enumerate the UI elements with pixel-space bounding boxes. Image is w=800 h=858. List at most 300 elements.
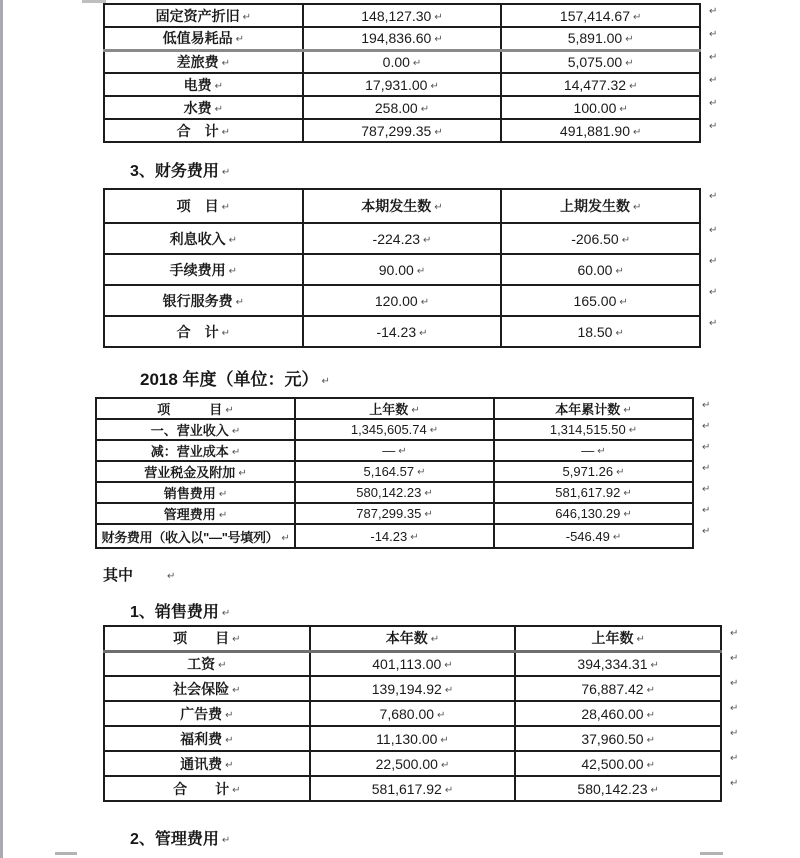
end-of-cell-mark: ↵ <box>646 734 655 746</box>
end-of-cell-mark: ↵ <box>232 684 241 696</box>
end-of-cell-mark: ↵ <box>218 659 227 671</box>
end-of-cell-mark: ↵ <box>646 709 655 721</box>
end-of-row-mark: ↵ <box>709 121 718 132</box>
end-of-cell-mark: ↵ <box>218 489 228 500</box>
table-cell[interactable] <box>104 223 303 254</box>
cell-text: 14,477.32 <box>563 76 627 93</box>
table-cell[interactable] <box>310 701 516 726</box>
end-of-cell-mark: ↵ <box>231 426 241 437</box>
table-cell[interactable] <box>104 96 303 119</box>
end-of-cell-mark: ↵ <box>434 202 443 213</box>
end-of-cell-mark: ↵ <box>623 488 632 499</box>
table-cell[interactable] <box>303 73 502 96</box>
table-cell[interactable] <box>96 461 295 482</box>
end-of-cell-mark: ↵ <box>221 126 231 138</box>
table-row <box>104 726 721 751</box>
cell-text: — <box>382 443 396 458</box>
end-of-cell-mark: ↵ <box>225 709 234 721</box>
cell-text: 157,414.67 <box>559 7 630 24</box>
table-cell[interactable] <box>104 726 310 751</box>
header-cell[interactable] <box>501 189 700 223</box>
cell-text: 60.00 <box>577 261 613 278</box>
end-of-cell-mark: ↵ <box>398 446 407 457</box>
table-row <box>96 503 693 524</box>
table-cell[interactable] <box>303 119 502 142</box>
end-of-row-mark: ↵ <box>709 287 718 298</box>
cell-text: 电费 <box>183 76 212 93</box>
header-cell[interactable] <box>494 398 693 419</box>
end-of-row-mark: ↵ <box>730 753 739 764</box>
table-cell[interactable] <box>494 440 693 461</box>
cell-text: 11,130.00 <box>376 730 438 747</box>
end-of-cell-mark: ↵ <box>625 57 634 69</box>
table-cell[interactable] <box>501 285 700 316</box>
table-cell[interactable] <box>494 524 693 548</box>
cell-text: 手续费用 <box>169 261 226 278</box>
end-of-cell-mark: ↵ <box>612 531 622 543</box>
table-cell[interactable] <box>295 440 494 461</box>
end-of-cell-mark: ↵ <box>424 509 433 520</box>
cell-text: 5,971.26 <box>562 464 614 479</box>
end-of-cell-mark: ↵ <box>636 634 645 646</box>
row-end-marks <box>701 3 721 143</box>
row-end-marks <box>701 188 721 348</box>
cell-text: -14.23 <box>376 323 417 340</box>
cell-text: -206.50 <box>571 230 619 247</box>
year-2018-heading[interactable]: 2018 年度（单位：元） ↵ <box>140 370 330 389</box>
cell-text: 100.00 <box>573 99 617 116</box>
cell-text: 低值易耗品 <box>162 30 233 47</box>
table-cell[interactable] <box>295 461 494 482</box>
table-row <box>104 50 700 73</box>
end-of-row-mark: ↵ <box>709 6 718 17</box>
end-of-row-mark: ↵ <box>709 29 718 40</box>
cell-text: -546.49 <box>565 528 610 544</box>
end-of-row-mark: ↵ <box>702 421 711 432</box>
cell-text: 上年数 <box>591 630 634 647</box>
cell-text: 财务费用（收入以"—"号填列） <box>101 529 279 545</box>
end-of-row-mark: ↵ <box>702 526 711 537</box>
end-of-row-mark: ↵ <box>702 484 711 495</box>
end-of-cell-mark: ↵ <box>444 784 454 796</box>
table-header-row <box>104 626 721 651</box>
cell-text: 固定资产折旧 <box>155 7 240 24</box>
row-end-marks <box>722 625 742 802</box>
finance-expense-heading[interactable]: 3、财务费用 ↵ <box>130 163 231 180</box>
cell-text: 销售费用 <box>163 486 216 501</box>
end-of-cell-mark: ↵ <box>420 103 430 115</box>
table-row <box>104 776 721 801</box>
end-of-cell-mark: ↵ <box>616 467 625 478</box>
end-of-cell-mark: ↵ <box>619 103 628 115</box>
cell-text: 491,881.90 <box>559 122 630 139</box>
cell-text: 787,299.35 <box>356 506 422 521</box>
page-left-edge <box>0 0 3 858</box>
end-of-cell-mark: ↵ <box>214 103 224 115</box>
end-of-cell-mark: ↵ <box>242 11 252 23</box>
table-cell[interactable] <box>303 316 502 347</box>
table-cell[interactable] <box>303 254 502 285</box>
table-row <box>104 254 700 285</box>
paragraph-mark: ↵ <box>221 608 231 619</box>
cell-text: 76,887.42 <box>581 680 644 697</box>
cell-text: 148,127.30 <box>361 7 432 24</box>
end-of-cell-mark: ↵ <box>646 684 655 696</box>
end-of-cell-mark: ↵ <box>416 265 426 277</box>
table-row <box>96 461 693 482</box>
table-row <box>96 524 693 548</box>
paragraph-mark: ↵ <box>321 376 330 387</box>
table-cell[interactable] <box>310 676 516 701</box>
table-cell[interactable] <box>96 482 295 503</box>
cell-text: 42,500.00 <box>581 755 644 772</box>
table-cell[interactable] <box>303 96 502 119</box>
cell-text: 139,194.92 <box>371 680 442 697</box>
end-of-cell-mark: ↵ <box>238 468 247 479</box>
end-of-cell-mark: ↵ <box>615 327 624 339</box>
end-of-cell-mark: ↵ <box>417 467 426 478</box>
cell-text: 合 计 <box>173 780 230 797</box>
table-cell[interactable] <box>310 751 516 776</box>
cell-text: 项 目 <box>173 630 230 647</box>
table-cell[interactable] <box>310 726 516 751</box>
end-of-cell-mark: ↵ <box>629 80 638 92</box>
table-row <box>104 285 700 316</box>
management-expense-table-wrap <box>103 3 718 143</box>
cell-text: 5,891.00 <box>567 30 623 47</box>
cell-text: 本期发生数 <box>361 198 432 214</box>
end-of-row-mark: ↵ <box>702 442 711 453</box>
table-cell[interactable] <box>303 27 502 50</box>
table-cell[interactable] <box>303 50 502 73</box>
end-of-cell-mark: ↵ <box>646 759 655 771</box>
table-row <box>96 419 693 440</box>
cell-text: 上期发生数 <box>559 198 630 214</box>
end-of-row-mark: ↵ <box>709 318 718 329</box>
table-cell[interactable] <box>104 651 310 676</box>
table-row <box>104 316 700 347</box>
end-of-row-mark: ↵ <box>709 75 718 86</box>
table-row <box>104 676 721 701</box>
cell-text: 22,500.00 <box>375 755 438 772</box>
table-cell[interactable] <box>104 50 303 73</box>
financial-expense-table <box>103 188 701 348</box>
end-of-cell-mark: ↵ <box>430 80 439 92</box>
table-row <box>104 223 700 254</box>
financial-expense-table-wrap <box>103 188 718 348</box>
cell-text: 5,164.57 <box>363 464 415 479</box>
table-cell[interactable] <box>501 223 700 254</box>
table-cell[interactable] <box>295 524 494 548</box>
table-cell[interactable] <box>303 4 502 27</box>
cell-text: 工资 <box>187 655 216 672</box>
end-of-cell-mark: ↵ <box>597 446 606 457</box>
header-cell[interactable] <box>310 626 516 651</box>
cell-text: 7,680.00 <box>379 705 435 722</box>
end-of-row-mark: ↵ <box>702 400 711 411</box>
end-of-cell-mark: ↵ <box>434 34 443 46</box>
end-of-cell-mark: ↵ <box>623 509 632 520</box>
cell-text: 上年数 <box>369 402 409 417</box>
cell-text: -224.23 <box>372 230 421 247</box>
end-of-cell-mark: ↵ <box>429 425 439 436</box>
table-cell[interactable] <box>501 27 700 50</box>
cell-text: 银行服务费 <box>162 292 233 309</box>
header-cell[interactable] <box>104 626 310 651</box>
table-cell[interactable] <box>501 254 700 285</box>
end-of-row-mark: ↵ <box>709 52 718 63</box>
end-of-row-mark: ↵ <box>730 628 739 639</box>
management-expense-table <box>103 3 701 143</box>
end-of-cell-mark: ↵ <box>420 296 430 308</box>
table-cell[interactable] <box>515 651 721 676</box>
end-of-cell-mark: ↵ <box>235 34 245 46</box>
cell-text: 90.00 <box>378 261 414 278</box>
end-of-cell-mark: ↵ <box>424 488 433 499</box>
table-cell[interactable] <box>104 776 310 801</box>
end-of-cell-mark: ↵ <box>232 634 241 646</box>
end-of-cell-mark: ↵ <box>412 57 422 69</box>
cell-text: 401,113.00 <box>372 655 442 672</box>
sales-expense-heading[interactable]: 1、销售费用 ↵ <box>130 604 231 621</box>
table-cell[interactable] <box>96 419 295 440</box>
end-of-row-mark: ↵ <box>702 505 711 516</box>
cell-text: 28,460.00 <box>581 705 644 722</box>
end-of-cell-mark: ↵ <box>228 265 238 277</box>
cell-text: 利息收入 <box>169 230 226 247</box>
table-row <box>104 96 700 119</box>
cell-text: 1,314,515.50 <box>549 422 626 437</box>
table-cell[interactable] <box>104 285 303 316</box>
cell-text: 0.00 <box>382 53 410 70</box>
end-of-row-mark: ↵ <box>730 678 739 689</box>
cell-text: 646,130.29 <box>555 506 621 521</box>
table-header-row <box>96 398 693 419</box>
end-of-cell-mark: ↵ <box>628 425 638 436</box>
end-of-cell-mark: ↵ <box>410 531 419 543</box>
cell-text: 合 计 <box>176 323 219 340</box>
table-cell[interactable] <box>104 676 310 701</box>
cell-text: 本年数 <box>385 630 428 647</box>
table-cell[interactable] <box>494 419 693 440</box>
cell-text: 580,142.23 <box>356 485 422 500</box>
cell-text: 减：营业成本 <box>150 444 229 459</box>
cell-text: 合 计 <box>176 122 219 139</box>
end-of-cell-mark: ↵ <box>214 80 224 92</box>
end-of-cell-mark: ↵ <box>437 709 446 721</box>
end-of-cell-mark: ↵ <box>632 202 642 213</box>
cell-text: 165.00 <box>573 292 617 309</box>
cell-text: 120.00 <box>374 292 418 309</box>
end-of-row-mark: ↵ <box>709 98 718 109</box>
table-cell[interactable] <box>96 503 295 524</box>
cell-text: 福利费 <box>180 730 223 747</box>
end-of-cell-mark: ↵ <box>221 202 231 213</box>
cell-text: 581,617.92 <box>371 780 442 797</box>
next-table-hint-right <box>700 852 723 855</box>
cell-text: 194,836.60 <box>361 30 432 47</box>
income-statement-table <box>95 397 694 549</box>
end-of-cell-mark: ↵ <box>221 57 231 69</box>
cell-text: 通讯费 <box>180 755 223 772</box>
table-row <box>104 751 721 776</box>
table-cell[interactable] <box>104 751 310 776</box>
end-of-row-mark: ↵ <box>702 463 711 474</box>
table-cell[interactable] <box>494 461 693 482</box>
cell-text: -14.23 <box>370 528 408 544</box>
header-cell[interactable] <box>295 398 494 419</box>
paragraph-mark: ↵ <box>221 167 231 178</box>
cell-text: 水费 <box>183 99 212 116</box>
end-of-row-mark: ↵ <box>730 728 739 739</box>
table-cell[interactable] <box>501 50 700 73</box>
header-cell[interactable] <box>104 189 303 223</box>
cell-text: 管理费用 <box>163 507 216 522</box>
table-row <box>104 27 700 50</box>
cell-text: 18.50 <box>577 323 613 340</box>
cell-text: 37,960.50 <box>581 730 644 747</box>
table-row <box>104 73 700 96</box>
table-cell[interactable] <box>494 482 693 503</box>
end-of-cell-mark: ↵ <box>633 11 642 23</box>
end-of-cell-mark: ↵ <box>419 327 428 339</box>
end-of-cell-mark: ↵ <box>619 296 628 308</box>
table-cell[interactable] <box>310 651 516 676</box>
table-cell[interactable] <box>104 254 303 285</box>
table-cell[interactable] <box>501 96 700 119</box>
end-of-cell-mark: ↵ <box>423 234 432 246</box>
table-cell[interactable] <box>310 776 516 801</box>
end-of-cell-mark: ↵ <box>232 784 241 796</box>
cell-text: 本年累计数 <box>555 402 621 417</box>
table-cell[interactable] <box>515 676 721 701</box>
table-row <box>104 701 721 726</box>
header-cell[interactable] <box>96 398 295 419</box>
cell-text: 项 目 <box>157 402 223 417</box>
income-statement-table-wrap <box>95 397 711 549</box>
end-of-cell-mark: ↵ <box>231 447 241 458</box>
table-cell[interactable] <box>104 119 303 142</box>
table-cell[interactable] <box>494 503 693 524</box>
cell-text: 营业税金及附加 <box>144 465 236 480</box>
end-of-cell-mark: ↵ <box>225 759 234 771</box>
cell-text: 差旅费 <box>176 53 219 70</box>
table-row <box>104 119 700 142</box>
table-cell[interactable] <box>501 316 700 347</box>
table-cell[interactable] <box>295 503 494 524</box>
cell-text: 581,617.92 <box>555 485 621 500</box>
table-cell[interactable] <box>303 285 502 316</box>
cell-text: 1,345,605.74 <box>350 422 427 437</box>
end-of-cell-mark: ↵ <box>623 405 632 416</box>
table-cell[interactable] <box>104 316 303 347</box>
header-cell[interactable] <box>303 189 502 223</box>
cell-text: 5,075.00 <box>567 53 623 70</box>
paragraph-mark: ↵ <box>221 835 231 846</box>
table-row <box>96 482 693 503</box>
end-of-cell-mark: ↵ <box>621 234 631 246</box>
table-cell[interactable] <box>515 776 721 801</box>
end-of-cell-mark: ↵ <box>444 684 454 696</box>
sales-expense-table <box>103 625 722 802</box>
table-cell[interactable] <box>501 119 700 142</box>
cell-text: 787,299.35 <box>361 122 432 139</box>
table-cell[interactable] <box>515 701 721 726</box>
cell-text: 17,931.00 <box>365 76 428 93</box>
end-of-cell-mark: ↵ <box>221 327 231 339</box>
cell-text: 社会保险 <box>173 680 230 697</box>
cell-text: — <box>581 443 595 458</box>
end-of-cell-mark: ↵ <box>440 759 450 771</box>
end-of-cell-mark: ↵ <box>228 234 238 246</box>
among-which-heading[interactable]: 其中 ↵ <box>103 567 176 584</box>
end-of-cell-mark: ↵ <box>434 11 443 23</box>
table-cell[interactable] <box>104 27 303 50</box>
table-cell[interactable] <box>104 701 310 726</box>
end-of-cell-mark: ↵ <box>444 659 453 671</box>
table-cell[interactable] <box>515 751 721 776</box>
table-cell[interactable] <box>501 73 700 96</box>
end-of-cell-mark: ↵ <box>633 126 642 138</box>
table-cell[interactable] <box>501 4 700 27</box>
end-of-row-mark: ↵ <box>730 778 739 789</box>
table-cell[interactable] <box>295 419 494 440</box>
end-of-cell-mark: ↵ <box>650 659 659 671</box>
end-of-row-mark: ↵ <box>730 653 739 664</box>
paragraph-mark: ↵ <box>167 571 176 582</box>
end-of-row-mark: ↵ <box>709 191 718 202</box>
end-of-row-mark: ↵ <box>709 225 718 236</box>
table-row <box>104 4 700 27</box>
end-of-cell-mark: ↵ <box>411 405 420 416</box>
end-of-cell-mark: ↵ <box>225 405 234 416</box>
next-table-hint-left <box>55 852 77 855</box>
table-cell[interactable] <box>96 440 295 461</box>
end-of-cell-mark: ↵ <box>625 34 634 46</box>
end-of-row-mark: ↵ <box>709 256 718 267</box>
end-of-cell-mark: ↵ <box>615 265 624 277</box>
cell-text: 广告费 <box>180 705 223 722</box>
cell-text: 394,334.31 <box>577 655 648 672</box>
table-cell[interactable] <box>515 726 721 751</box>
table-cell[interactable] <box>104 4 303 27</box>
end-of-cell-mark: ↵ <box>225 734 234 746</box>
end-of-cell-mark: ↵ <box>235 296 245 308</box>
cell-text: 580,142.23 <box>577 780 648 797</box>
table-header-row <box>104 189 700 223</box>
table-row <box>96 440 693 461</box>
table-row <box>104 651 721 676</box>
sales-expense-table-wrap <box>103 625 739 802</box>
admin-expense-heading[interactable]: 2、管理费用 ↵ <box>130 831 231 848</box>
cell-text: 项 目 <box>176 198 219 214</box>
end-of-cell-mark: ↵ <box>440 734 449 746</box>
end-of-cell-mark: ↵ <box>281 532 290 544</box>
end-of-cell-mark: ↵ <box>434 126 443 138</box>
cell-text: 一、营业收入 <box>150 423 229 438</box>
table-cell[interactable] <box>96 524 295 548</box>
end-of-cell-mark: ↵ <box>650 784 659 796</box>
end-of-row-mark: ↵ <box>730 703 739 714</box>
header-cell[interactable] <box>515 626 721 651</box>
row-end-marks <box>694 397 714 549</box>
table-cell[interactable] <box>303 223 502 254</box>
table-cell[interactable] <box>104 73 303 96</box>
end-of-cell-mark: ↵ <box>218 510 228 521</box>
table-cell[interactable] <box>295 482 494 503</box>
cell-text: 258.00 <box>374 99 418 116</box>
end-of-cell-mark: ↵ <box>430 634 440 646</box>
